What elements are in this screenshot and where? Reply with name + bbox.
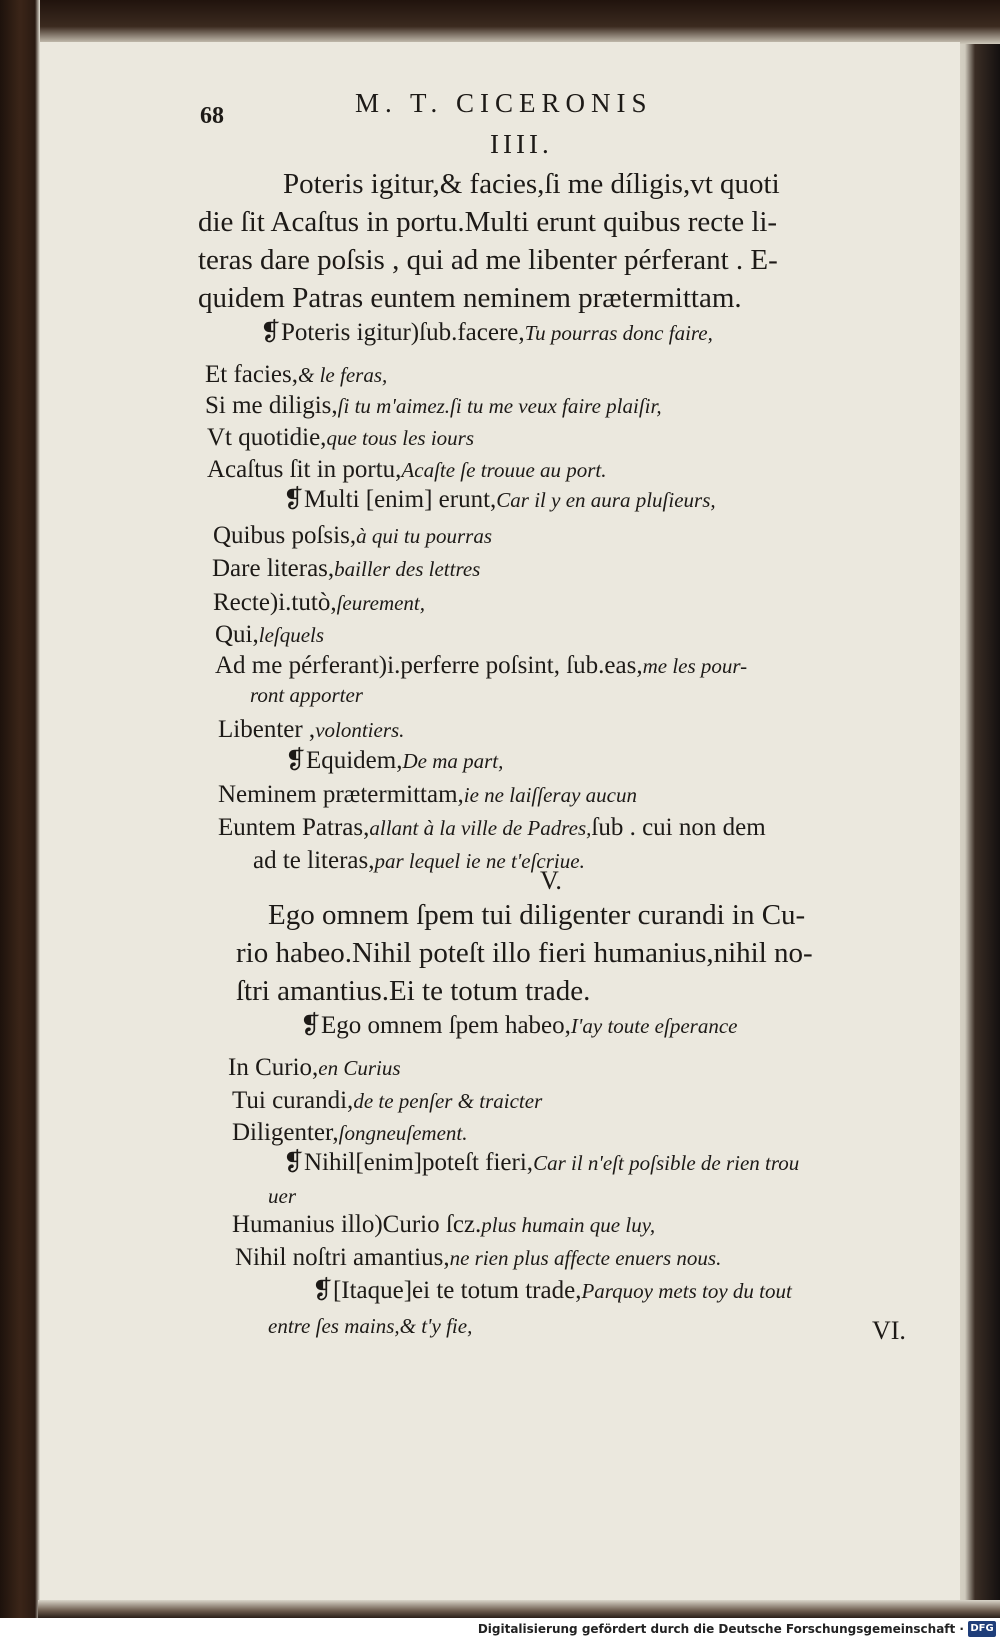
french-gloss: Tu pourras donc faire,: [524, 321, 713, 345]
french-gloss: uer: [268, 1184, 296, 1208]
latin-lemma: Euntem Patras,: [218, 814, 370, 841]
french-gloss: leſquels: [258, 623, 325, 647]
french-gloss: que tous les iours: [326, 426, 475, 450]
latin-lemma: Tui curandi,: [232, 1087, 354, 1114]
latin-lemma: Et facies,: [205, 361, 299, 388]
gloss-line: [232, 1088, 542, 1113]
french-gloss: I'ay toute eſperance: [570, 1014, 738, 1038]
latin-lemma: Dare literas,: [212, 555, 335, 582]
latin-lemma: Qui,: [215, 621, 259, 648]
latin-lemma: Quibus poſsis,: [213, 522, 357, 549]
gloss-line: [285, 748, 503, 773]
latin-continuation: ſub . cui non dem: [591, 814, 766, 841]
section-heading-v: V.: [540, 866, 562, 895]
gloss-line: [232, 1120, 468, 1145]
french-gloss: Acaſte ſe trouue au port.: [401, 458, 607, 482]
footer-bar: [0, 1618, 1000, 1642]
french-gloss: ſongneuſement.: [338, 1121, 468, 1145]
gloss-line: [215, 653, 747, 678]
french-gloss: ſeurement,: [336, 591, 426, 615]
gloss-line: [218, 815, 766, 840]
french-gloss: ront apporter: [250, 683, 363, 707]
french-gloss: entre ſes mains,& t'y fie,: [268, 1314, 473, 1338]
gloss-line: [253, 848, 585, 873]
text-line: Ego omnem ſpem tui diligenter curandi in Cu-: [268, 899, 806, 931]
latin-lemma: Neminem prætermittam,: [218, 781, 464, 808]
latin-lemma: Ad me pérferant)i.perferre poſsint, ſub.eas,: [215, 652, 643, 679]
french-gloss: Car il y en aura pluſieurs,: [496, 488, 716, 512]
french-gloss: plus humain que luy,: [481, 1213, 656, 1237]
gloss-line: [228, 1055, 401, 1080]
gloss-line: [212, 556, 480, 581]
gloss-line: [207, 425, 474, 450]
gloss-continuation: [268, 1316, 472, 1337]
latin-lemma: Vt quotidie,: [207, 424, 327, 451]
french-gloss: & le feras,: [298, 363, 388, 387]
latin-lemma: ❡Poteris igitur)ſub.facere,: [260, 319, 525, 346]
page-top-edge: [40, 0, 1000, 44]
french-gloss: volontiers.: [315, 718, 405, 742]
french-gloss: à qui tu pourras: [356, 524, 493, 548]
gloss-line: [312, 1278, 792, 1303]
gloss-line: [213, 523, 492, 548]
french-gloss: Parquoy mets toy du tout: [581, 1279, 792, 1303]
gloss-continuation: [250, 685, 363, 706]
page-bottom-edge: [38, 1600, 1000, 1618]
gloss-line: [213, 590, 425, 615]
french-gloss: par lequel ie ne t'eſcriue.: [374, 849, 585, 873]
gloss-line: [205, 362, 387, 387]
funding-credit: Digitalisierung gefördert durch die Deutsche Forschungsgemeinschaft ·: [477, 1622, 964, 1636]
gloss-line: [300, 1013, 737, 1038]
gloss-line: [235, 1245, 721, 1270]
section-heading-iiii: IIII.: [490, 129, 553, 159]
latin-lemma: ❡Equidem,: [285, 747, 403, 774]
french-gloss: ſi tu m'aimez.ſi tu me veux faire plaiſir,: [337, 394, 662, 418]
latin-lemma: Recte)i.tutò,: [213, 589, 337, 616]
french-gloss: De ma part,: [402, 749, 504, 773]
gloss-continuation: [268, 1186, 296, 1207]
text-line: ſtri amantius.Ei te totum trade.: [236, 975, 591, 1007]
gloss-line: [205, 393, 662, 418]
gloss-line: [215, 622, 324, 647]
text-line: Poteris igitur,& facies,ſi me díligis,vt quoti: [283, 168, 780, 200]
latin-lemma: Libenter ,: [218, 716, 316, 743]
french-gloss: ne rien plus affecte enuers nous.: [449, 1246, 722, 1270]
french-gloss: me les pour-: [642, 654, 748, 678]
page-number: 68: [200, 103, 224, 129]
latin-lemma: ad te literas,: [253, 847, 375, 874]
text-line: die ſit Acaſtus in portu.Multi erunt quibus recte li-: [198, 206, 778, 238]
gloss-line: [207, 457, 607, 482]
latin-lemma: Si me diligis,: [205, 392, 338, 419]
latin-lemma: ❡Nihil[enim]poteſt fieri,: [283, 1149, 534, 1176]
latin-lemma: Humanius illo)Curio ſcz.: [232, 1211, 482, 1238]
french-gloss: de te penſer & traicter: [353, 1089, 543, 1113]
dfg-logo: DFG: [968, 1621, 996, 1637]
latin-lemma: ❡Ego omnem ſpem habeo,: [300, 1012, 571, 1039]
text-line: teras dare poſsis , qui ad me libenter pérferant . E-: [198, 244, 778, 276]
gloss-line: [283, 1150, 799, 1175]
text-line: quidem Patras euntem neminem prætermittam.: [198, 282, 742, 314]
french-gloss: en Curius: [318, 1056, 401, 1080]
french-gloss: ie ne laiſſeray aucun: [463, 783, 637, 807]
text-line: rio habeo.Nihil poteſt illo fieri humanius,nihil no-: [236, 937, 813, 969]
latin-lemma: Diligenter,: [232, 1119, 339, 1146]
gloss-line: [218, 782, 637, 807]
gloss-line: [218, 717, 404, 742]
french-gloss: allant à la ville de Padres,: [369, 816, 592, 840]
latin-lemma: In Curio,: [228, 1054, 319, 1081]
french-gloss: Car il n'eſt poſsible de rien trou: [533, 1151, 800, 1175]
latin-lemma: ❡Multi [enim] erunt,: [283, 486, 497, 513]
latin-lemma: Acaſtus ſit in portu,: [207, 456, 402, 483]
french-gloss: bailler des lettres: [334, 557, 481, 581]
latin-lemma: Nihil noſtri amantius,: [235, 1244, 450, 1271]
catchword: VI.: [872, 1316, 906, 1345]
gloss-line: [260, 320, 713, 345]
latin-lemma: ❡[Itaque]ei te totum trade,: [312, 1277, 582, 1304]
running-head: M. T. CICERONIS: [355, 88, 653, 118]
gloss-line: [232, 1212, 655, 1237]
gloss-line: [283, 487, 716, 512]
